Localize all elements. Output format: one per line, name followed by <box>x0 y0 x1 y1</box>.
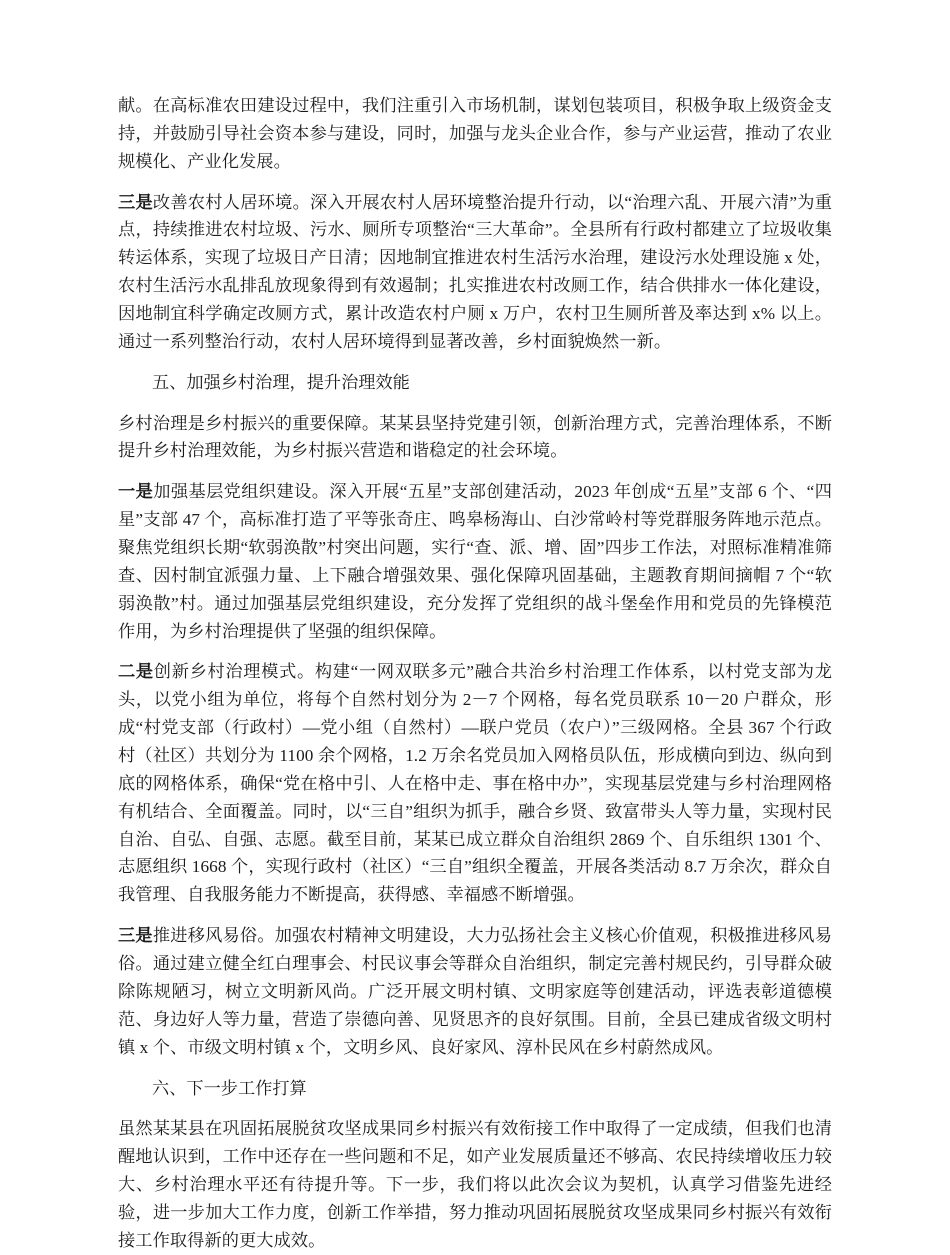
para-text: 改善农村人居环境。深入开展农村人居环境整治提升行动，以“治理六乱、开展六清”为重点，持续推进农村垃圾、污水、厕所专项整治“三大革命”。全县所有行政村都建立了垃圾收集转运体系，实现了垃圾日产日清；因地制宜推进农村生活污水治理，建设污水处理设施 x 处，农村生活污水乱排乱放现象得到有效遏制；扎实推进农村改厕工作，结合供排水一体化建设，因地制宜科学确定改厕方式，累计改造农村户厕 x 万户，农村卫生厕所普及率达到 x% 以上。通过一系列整治行动，农村人居环境得到显著改善，乡村面貌焕然一新。 <box>118 192 832 351</box>
para-market-mechanism <box>118 92 832 176</box>
para-governance-model <box>118 658 832 909</box>
para-lead: 三是 <box>118 192 153 212</box>
para-text: 乡村治理是乡村振兴的重要保障。某某县坚持党建引领，创新治理方式，完善治理体系，不断提升乡村治理效能，为乡村振兴营造和谐稳定的社会环境。 <box>118 413 832 461</box>
para-text: 献。在高标准农田建设过程中，我们注重引入市场机制，谋划包装项目，积极争取上级资金支持，并鼓励引导社会资本参与建设，同时，加强与龙头企业合作，参与产业运营，推动了农业规模化、产业化发展。 <box>118 96 832 171</box>
para-rural-living-environment <box>118 189 832 356</box>
heading-section-five <box>118 369 832 397</box>
para-next-steps <box>118 1115 832 1254</box>
para-text: 创新乡村治理模式。构建“一网双联多元”融合共治乡村治理工作体系，以村党支部为龙头，以党小组为单位，将每个自然村划分为 2－7 个网格，每名党员联系 10－20 户群众，形成“村党支部（行政村）—党小组（自然村）—联户党员（农户）”三级网格。全县 367 个行政村（社区）共划分为 1100 余个网格，1.2 万余名党员加入网格员队伍，形成横向到边、纵向到底的网格体系，确保“党在格中引、人在格中走、事在格中办”，实现基层党建与乡村治理网格有机结合、全面覆盖。同时，以“三自”组织为抓手，融合乡贤、致富带头人等力量，实现村民自治、自弘、自强、志愿。截至目前，某某已成立群众自治组织 2869 个、自乐组织 1301 个、志愿组织 1668 个，实现行政村（社区）“三自”组织全覆盖，开展各类活动 8.7 万余次，群众自我管理、自我服务能力不断提高，获得感、幸福感不断增强。 <box>118 662 832 905</box>
para-lead: 二是 <box>118 662 154 682</box>
para-text: 虽然某某县在巩固拓展脱贫攻坚成果同乡村振兴有效衔接工作中取得了一定成绩，但我们也清醒地认识到，工作中还存在一些问题和不足，如产业发展质量还不够高、农民持续增收压力较大、乡村治理水平还有待提升等。下一步，我们将以此次会议为契机，认真学习借鉴先进经验，进一步加大工作力度，创新工作举措，努力推动巩固拓展脱贫攻坚成果同乡村振兴有效衔接工作取得新的更大成效。 <box>118 1119 832 1250</box>
para-text: 加强基层党组织建设。深入开展“五星”支部创建活动，2023 年创成“五星”支部 6 个、“四星”支部 47 个，高标准打造了平等张奇庄、鸣皋杨海山、白沙常岭村等党群服务阵地示范点。聚焦党组织长期“软弱涣散”村突出问题，实行“查、派、增、固”四步工作法，对照标准精准筛查、因村制宜派强力量、上下融合增强效果、强化保障巩固基础，主题教育期间摘帽 7 个“软弱涣散”村。通过加强基层党组织建设，充分发挥了党组织的战斗堡垒作用和党员的先锋模范作用，为乡村治理提供了坚强的组织保障。 <box>118 482 833 641</box>
para-custom-reform <box>118 922 832 1061</box>
heading-section-six <box>118 1075 832 1103</box>
para-text: 推进移风易俗。加强农村精神文明建设，大力弘扬社会主义核心价值观，积极推进移风易俗。通过建立健全红白理事会、村民议事会等群众自治组织，制定完善村规民约，引导群众破除陈规陋习，树立文明新风尚。广泛开展文明村镇、文明家庭等创建活动，评选表彰道德模范、身边好人等力量，营造了崇德向善、见贤思齐的良好氛围。目前，全县已建成省级文明村镇 x 个、市级文明村镇 x 个，文明乡风、良好家风、淳朴民风在乡村蔚然成风。 <box>118 926 833 1057</box>
para-party-organization <box>118 478 832 645</box>
para-governance-intro <box>118 410 832 466</box>
para-lead: 一是 <box>118 482 154 502</box>
heading-text: 五、加强乡村治理，提升治理效能 <box>152 372 410 392</box>
para-lead: 三是 <box>118 926 153 946</box>
document-body <box>118 92 832 1255</box>
heading-text: 六、下一步工作打算 <box>152 1078 307 1098</box>
